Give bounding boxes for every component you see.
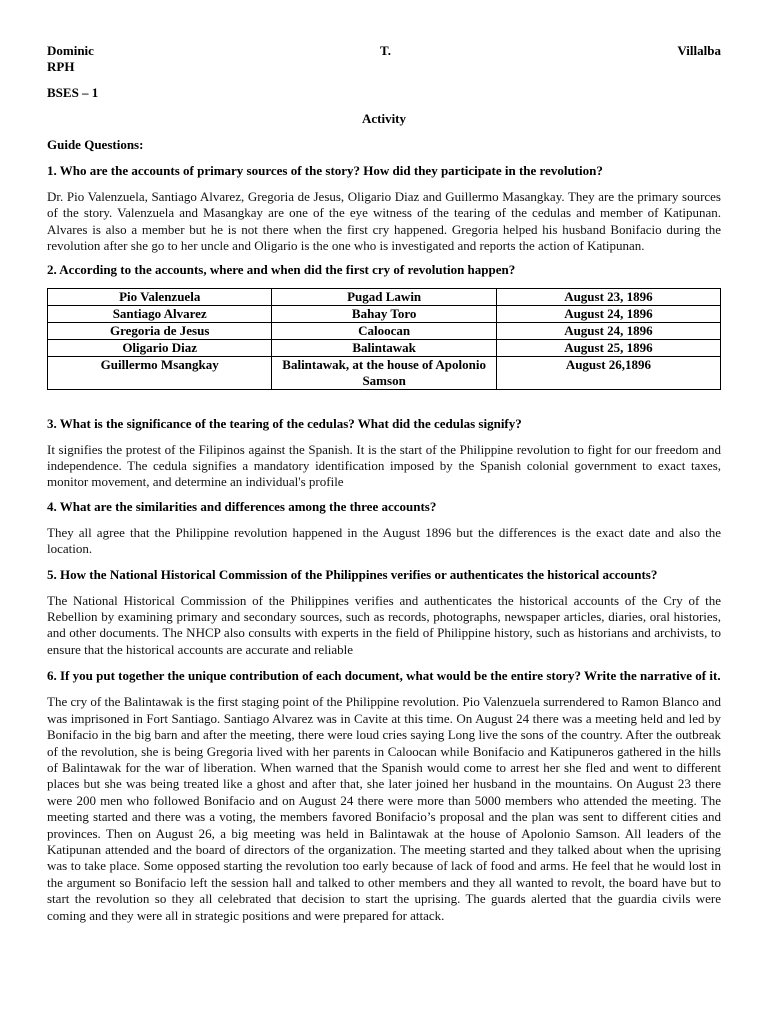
accounts-table (47, 288, 721, 390)
table-cell-date: August 23, 1896 (496, 288, 720, 305)
table-cell-place: Bahay Toro (272, 305, 497, 322)
table-cell-place: Balintawak, at the house of Apolonio Samson (272, 356, 497, 389)
table-row (48, 339, 721, 356)
middle-initial: T. (380, 43, 391, 58)
answer-6: The cry of the Balintawak is the first staging point of the Philippine revolution. Pio Valenzuela surrendered to Ramon Blanco and was imprisoned in Fort Santiago. Santiago Alvarez was in Cavite at this time. On August 24 there was a meeting held and led by Bonifacio in the big barn and after the meeting, there were loud cries saying Long live the sons of the country. After the outbreak of the revolution, she is being Gregoria lived with her parents in Caloocan while Bonifacio and Katipuneros gathered in the hills of Balintawak for the war of liberation. When warned that the Spanish would come to arrest her she fled and went to different places but she was being treated like a ghost and after that, she later joined her husband in the mountains. On August 23 there were 200 men who followed Bonifacio and on August 24 there were more than 5000 members who attended the meeting. The meeting started and there was a voting, the members favored Bonifacio’s proposal and the plan was sent to different cities and provinces. Then on August 26, a big meeting was held in Balintawak at the house of Apolonio Samson. All leaders of the Katipunan attended and the board of directors of the organization. The meeting started and they talked about when the uprising was to take place. Some opposed starting the revolution too early because of lack of food and arms. He feel that he would lost in the argument so Bonifacio left the session hall and talked to other members and they all wanted to revolt, the board have but to start the revolution so they all celebrated that decision to start the uprising. The guards alerted that the guardia civils were coming and they were all in strategic positions and were prepared for attack. (47, 694, 721, 923)
table-cell-name: Santiago Alvarez (48, 305, 272, 322)
name-line (47, 43, 721, 59)
table-row (48, 356, 721, 389)
table-cell-date: August 24, 1896 (496, 305, 720, 322)
answer-4: They all agree that the Philippine revolution happened in the August 1896 but the differences is the exact date and also the location. (47, 524, 721, 557)
question-1: 1. Who are the accounts of primary sources of the story? How did they participate in the revolution? (47, 163, 603, 178)
section-line: BSES – 1 (47, 85, 99, 100)
answer-3: It signifies the protest of the Filipinos against the Spanish. It is the start of the Philippine revolution to fight for our freedom and independence. The cedula signifies a mandatory identification imposed by the Spanish colonial government to exact taxes, monitor movement, and determine an individual's profile (47, 441, 721, 490)
table-row (48, 305, 721, 322)
table-row (48, 288, 721, 305)
document-page (47, 43, 721, 924)
table-cell-date: August 26,1896 (496, 356, 720, 389)
first-name: Dominic (47, 43, 94, 58)
answer-5: The National Historical Commission of the Philippines verifies and authenticates the historical accounts of the Cry of the Rebellion by examining primary and secondary sources, such as records, photographs, newspaper articles, diaries, oral histories, and other documents. The NHCP also consults with experts in the field of Philippine history, such as historians and archivists, to ensure that the historical accounts are accurate and reliable (47, 592, 721, 657)
table-cell-date: August 24, 1896 (496, 322, 720, 339)
table-cell-name: Pio Valenzuela (48, 288, 272, 305)
table-cell-name: Gregoria de Jesus (48, 322, 272, 339)
table-cell-place: Pugad Lawin (272, 288, 497, 305)
page-title: Activity (361, 111, 407, 126)
table-cell-place: Balintawak (272, 339, 497, 356)
question-2: 2. According to the accounts, where and when did the first cry of revolution happen? (47, 261, 516, 277)
table-cell-date: August 25, 1896 (496, 339, 720, 356)
last-name: Villalba (677, 43, 721, 58)
table-row (48, 322, 721, 339)
table-cell-place: Caloocan (272, 322, 497, 339)
question-5: 5. How the National Historical Commission of the Philippines verifies or authenticates the historical accounts? (47, 566, 658, 582)
question-4: 4. What are the similarities and differences among the three accounts? (47, 498, 437, 514)
subject-line: RPH (47, 59, 75, 74)
guide-questions-label: Guide Questions: (47, 137, 144, 152)
question-3: 3. What is the significance of the tearing of the cedulas? What did the cedulas signify? (47, 415, 522, 431)
answer-1: Dr. Pio Valenzuela, Santiago Alvarez, Gregoria de Jesus, Oligario Diaz and Guillermo Masangkay. They are the primary sources of the story. Valenzuela and Masangkay are one of the eye witness of the tearing of the cedulas and member of Katipunan. Alvares is also a member but he is not there when the first cry happened. Gregoria helped his husband Bonifacio during the revolution after she go to her uncle and Oligario is the one who is investigated and reports the action of Katipunan. (47, 189, 721, 254)
table-cell-name: Oligario Diaz (48, 339, 272, 356)
table-cell-name: Guillermo Msangkay (48, 356, 272, 389)
question-6: 6. If you put together the unique contribution of each document, what would be the entire story? Write the narrative of it. (47, 668, 721, 684)
